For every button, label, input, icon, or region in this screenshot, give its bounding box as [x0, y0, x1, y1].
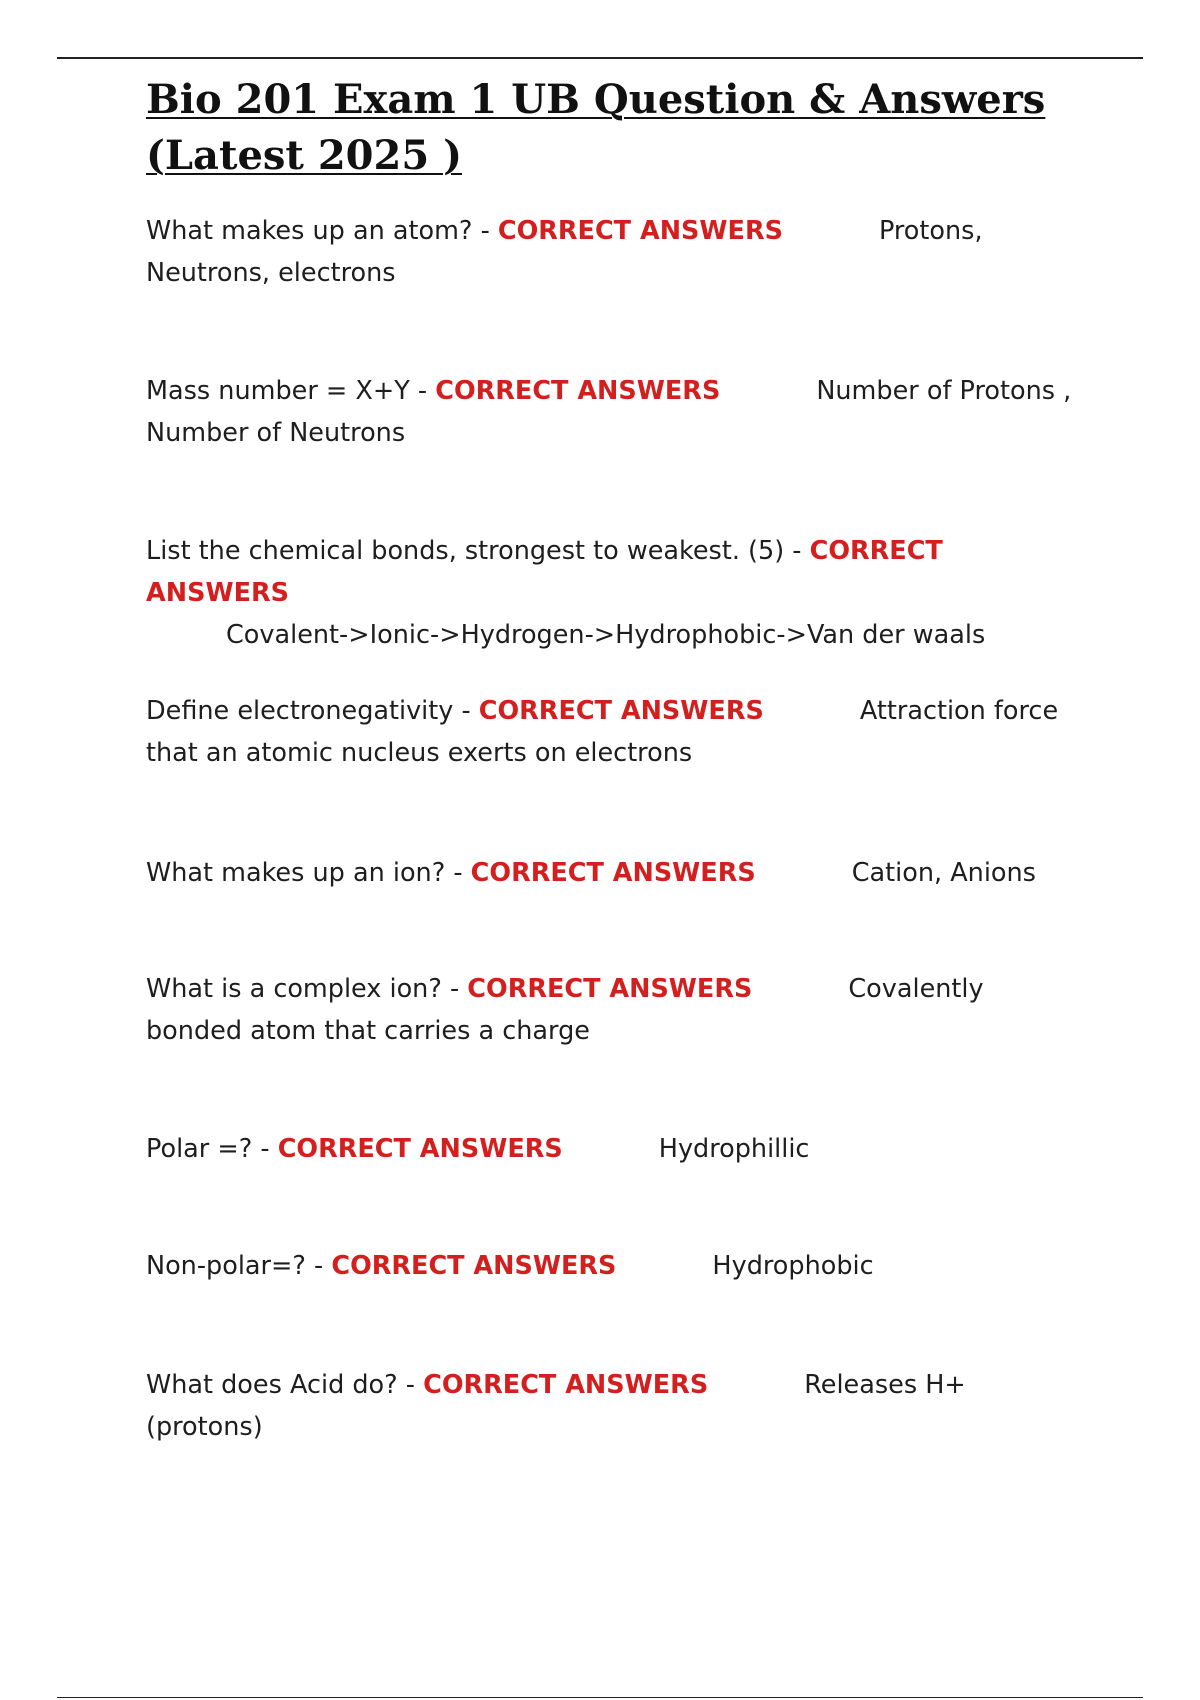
question-text: Non-polar=? — [146, 1251, 306, 1281]
correct-answers-label: CORRECT ANSWERS — [470, 858, 756, 888]
correct-answers-label: CORRECT ANSWERS — [277, 1134, 563, 1164]
qa-item-5: What makes up an ion? - CORRECT ANSWERS Cation, Anions — [146, 858, 1036, 888]
answer-text: Cation, Anions — [851, 858, 1036, 888]
qa-item-6: What is a complex ion? - CORRECT ANSWERS Covalently bonded atom that carries a charge — [146, 974, 984, 1046]
answer-text: Hydrophobic — [712, 1251, 874, 1281]
correct-answers-label: CORRECT ANSWERS — [423, 1370, 709, 1400]
top-divider — [57, 57, 1143, 59]
qa-item-8: Non-polar=? - CORRECT ANSWERS Hydrophobic — [146, 1251, 874, 1281]
qa-item-2: Mass number = X+Y - CORRECT ANSWERS Number of Protons , Number of Neutrons — [146, 376, 1072, 448]
question-text: What makes up an ion? — [146, 858, 446, 888]
question-text: Define electronegativity — [146, 696, 454, 726]
answer-text: Attraction force that an atomic nucleus exerts on electrons — [146, 696, 1059, 768]
answer-text: Covalent->Ionic->Hydrogen->Hydrophobic->Van der waals — [226, 620, 986, 650]
qa-item-9: What does Acid do? - CORRECT ANSWERS Releases H+ (protons) — [146, 1370, 966, 1442]
correct-answers-label: CORRECT ANSWERS — [497, 216, 783, 246]
question-text: List the chemical bonds, strongest to weakest. (5) — [146, 536, 785, 566]
correct-answers-label: CORRECT ANSWERS — [146, 536, 943, 608]
answer-text: Covalently bonded atom that carries a charge — [146, 974, 984, 1046]
qa-item-7: Polar =? - CORRECT ANSWERS Hydrophillic — [146, 1134, 810, 1164]
question-text: Polar =? — [146, 1134, 253, 1164]
answer-text: Releases H+ (protons) — [146, 1370, 966, 1442]
question-text: What is a complex ion? — [146, 974, 442, 1004]
qa-item-1: What makes up an atom? - CORRECT ANSWERS Protons, Neutrons, electrons — [146, 216, 983, 288]
qa-item-3: List the chemical bonds, strongest to weakest. (5) - CORRECT ANSWERS Covalent->Ionic->Hydrogen->Hydrophobic->Van der waals — [146, 530, 1086, 656]
question-text: What makes up an atom? — [146, 216, 473, 246]
correct-answers-label: CORRECT ANSWERS — [467, 974, 753, 1004]
page-title: Bio 201 Exam 1 UB Question & Answers (Latest 2025 ) — [146, 76, 1046, 179]
answer-text: Number of Protons , Number of Neutrons — [146, 376, 1072, 448]
correct-answers-label: CORRECT ANSWERS — [331, 1251, 617, 1281]
question-text: What does Acid do? — [146, 1370, 398, 1400]
correct-answers-label: CORRECT ANSWERS — [478, 696, 764, 726]
answer-text: Hydrophillic — [658, 1134, 810, 1164]
correct-answers-label: CORRECT ANSWERS — [435, 376, 721, 406]
answer-text: Protons, Neutrons, electrons — [146, 216, 983, 288]
bottom-divider — [57, 1697, 1143, 1698]
qa-item-4: Define electronegativity - CORRECT ANSWERS Attraction force that an atomic nucleus exerts on electrons — [146, 696, 1059, 768]
question-text: Mass number = X+Y — [146, 376, 410, 406]
